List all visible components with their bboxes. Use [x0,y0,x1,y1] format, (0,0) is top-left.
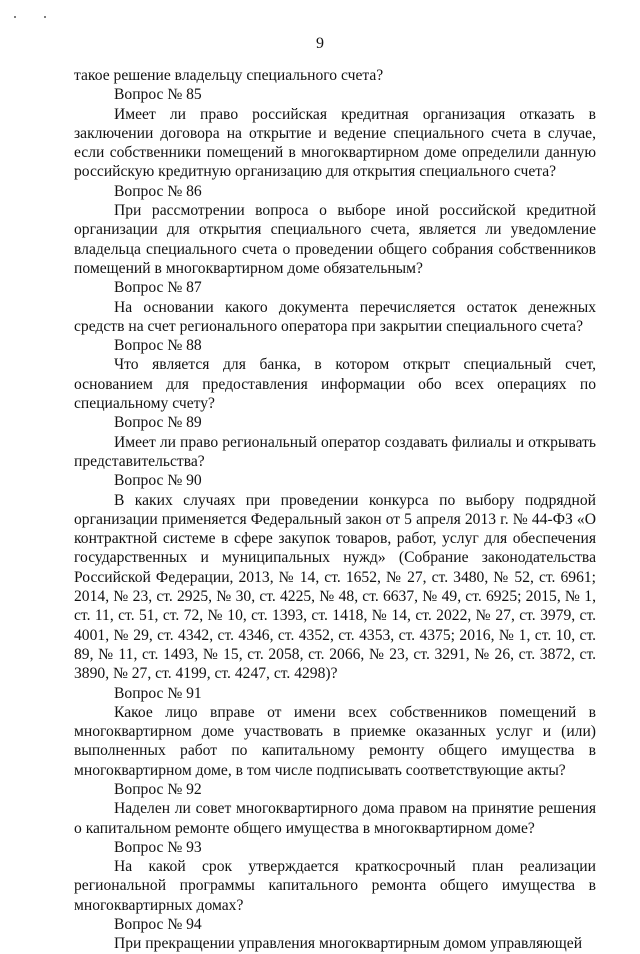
page-number: 9 [316,35,324,52]
question-heading: Вопрос № 85 [114,86,202,104]
question-text: На основании какого документа перечисляется остаток денежных средств на счет регионального оператора при закрытии специального счета? [74,298,596,335]
question-heading: Вопрос № 88 [114,337,202,355]
lead-paragraph: такое решение владельцу специального счета? [74,67,384,84]
question-text: Наделен ли совет многоквартирного дома правом на принятие решения о капитальном ремонте общего имущества в многоквартирном доме? [74,800,596,837]
question-text: На какой срок утверждается краткосрочный план реализации региональной программы капитального ремонта общего имущества в многоквартирных домах? [74,858,596,914]
question-text: В каких случаях при проведении конкурса по выбору подрядной организации применяется Федеральный закон от 5 апреля 2013 г. № 44-ФЗ «О контрактной системе в сфере закупок товаров, работ, услуг для обеспечения государственных и муниципальных нужд» (Собрание законодательства Российской Федерации, 2013, № 14, ст. 1652, № 27, ст. 3480, № 52, ст. 6961; 2014, № 23, ст. 2925, № 30, ст. 4225, № 48, ст. 6637, № 49, ст. 6925; 2015, № 1, ст. 11, ст. 51, ст. 72, № 10, ст. 1393, ст. 1418, № 14, ст. 2022, № 27, ст. 3979, ст. 4001, № 29, ст. 4342, ст. 4346, ст. 4352, ст. 4353, ст. 4375; 2016, № 1, ст. 10, ст. 89, № 11, ст. 1493, № 15, ст. 2058, ст. 2066, № 23, ст. 3291, № 26, ст. 3872, ст. 3890, № 27, ст. 4199, ст. 4247, ст. 4298)? [74,491,596,683]
question-heading: Вопрос № 89 [114,414,202,432]
question-text: Какое лицо вправе от имени всех собственников помещений в многоквартирном доме участвовать в приемке оказанных услуг и (или) выполненных работ по капитальному ремонту общего имущества в многоквартирном доме, в том числе подписывать соответствующие акты? [74,703,596,779]
question-heading: Вопрос № 87 [114,279,202,297]
question-text: Имеет ли право региональный оператор создавать филиалы и открывать представительства? [74,433,596,470]
question-heading: Вопрос № 90 [114,472,202,490]
question-heading: Вопрос № 91 [114,684,202,702]
scan-mark [14,16,16,18]
question-heading: Вопрос № 92 [114,780,202,798]
question-text: Имеет ли право российская кредитная организация отказать в заключении договора на открытие и ведение специального счета в случае, если собственники помещений в многоквартирном доме определили данную российскую кредитную организацию для открытия специального счета? [74,105,596,181]
question-text: Что является для банка, в котором открыт специальный счет, основанием для предоставления информации обо всех операциях по специальному счету? [74,356,596,413]
question-heading: Вопрос № 93 [114,838,202,856]
scan-mark [44,16,46,18]
question-text: При прекращении управления многоквартирным домом управляющей [114,935,583,953]
document-body [74,66,596,954]
question-text: При рассмотрении вопроса о выборе иной российской кредитной организации для открытия специального счета, является ли уведомление владельца специального счета о проведении общего собрания собственников помещений в многоквартирном доме обязательным? [74,202,596,277]
question-heading: Вопрос № 94 [114,916,202,934]
question-heading: Вопрос № 86 [114,182,202,200]
